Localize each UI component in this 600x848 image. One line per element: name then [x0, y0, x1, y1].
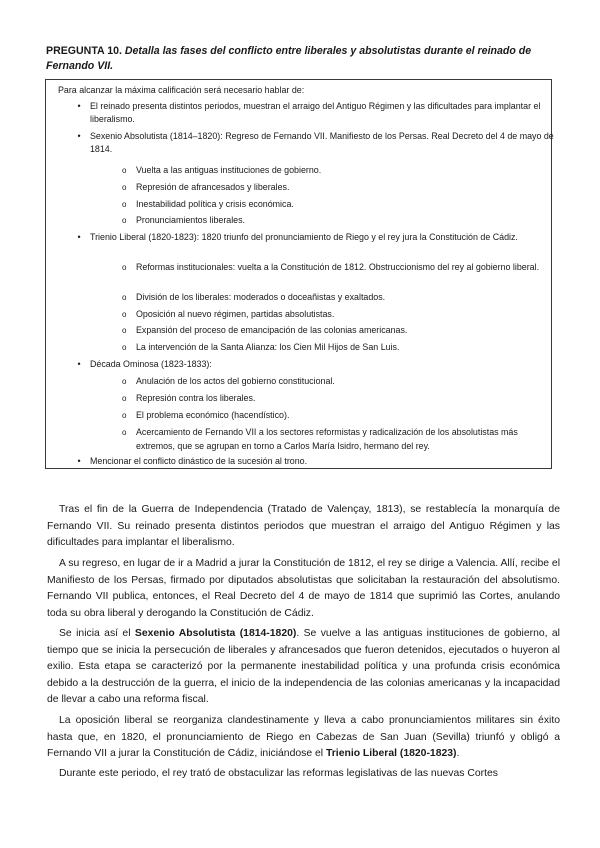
- criteria-sub-item: o Reformas institucionales: vuelta a la Constitución de 1812. Obstruccionismo del rey al gobierno liberal.: [122, 261, 556, 275]
- circle-bullet-icon: o: [122, 263, 127, 272]
- criteria-sub-item: o Represión contra los liberales.: [122, 392, 556, 406]
- bullet-icon: •: [77, 359, 81, 369]
- question-text: Detalla las fases del conflicto entre liberales y absolutistas durante el reinado de Fernando VII.: [46, 45, 532, 72]
- circle-bullet-icon: o: [122, 310, 127, 319]
- body-paragraph: Tras el fin de la Guerra de Independencia (Tratado de Valençay, 1813), se restablecía la monarquía de Fernando VII. Su reinado presenta distintos periodos que muestran el arraigo del Antiguo Régimen y las dificultades para implantar el liberalismo.: [47, 504, 560, 548]
- criteria-bullet-decada: • Década Ominosa (1823-1833):: [74, 358, 556, 371]
- criteria-bullet-sexenio: • Sexenio Absolutista (1814–1820): Regreso de Fernando VII. Manifiesto de los Persas. Real Decreto del 4 de mayo de 1814.: [74, 130, 556, 155]
- body-paragraph: A su regreso, en lugar de ir a Madrid a jurar la Constitución de 1812, el rey se dirige a Valencia. Allí, recibe el Manifiesto de los Persas, firmado por diputados absolutistas que solicitaban la restauración del absolutismo. Fernando VII publica, entonces, el Real Decreto del 4 de mayo de 1814 que suprimió las Cortes, anulando toda su obra liberal y derogando la Constitución de Cádiz.: [47, 558, 560, 619]
- grading-criteria-box: [45, 79, 552, 469]
- criteria-sub-item: o Acercamiento de Fernando VII a los sectores reformistas y radicalización de los absolutistas más extremos, que se agrupan en torno a Carlos María Isidro, hermano del rey.: [122, 427, 518, 451]
- criteria-sub-item: o Oposición al nuevo régimen, partidas absolutistas.: [122, 308, 556, 322]
- question-heading: [46, 44, 556, 74]
- circle-bullet-icon: o: [122, 166, 127, 175]
- criteria-bullet-trienio: • Trienio Liberal (1820-1823): 1820 triunfo del pronunciamiento de Riego y el rey jura la Constitución de Cádiz.: [74, 231, 556, 244]
- sexenio-term: Sexenio Absolutista (1814-1820): [134, 628, 297, 639]
- circle-bullet-icon: o: [122, 428, 127, 437]
- criteria-sub-item: o División de los liberales: moderados o doceañistas y exaltados.: [122, 291, 556, 305]
- circle-bullet-icon: o: [122, 394, 127, 403]
- question-number: PREGUNTA 10.: [46, 45, 122, 57]
- circle-bullet-icon: o: [122, 377, 127, 386]
- criteria-bullet-reign: • El reinado presenta distintos periodos, muestran el arraigo del Antiguo Régimen y las dificultades para implantar el liberalismo.: [74, 100, 556, 125]
- circle-bullet-icon: o: [122, 343, 127, 352]
- circle-bullet-icon: o: [122, 183, 127, 192]
- circle-bullet-icon: o: [122, 293, 127, 302]
- criteria-sub-item: o Inestabilidad política y crisis económica.: [122, 198, 556, 212]
- criteria-sub-item: o Vuelta a las antiguas instituciones de gobierno.: [122, 164, 556, 178]
- bullet-icon: •: [77, 101, 81, 111]
- bullet-icon: •: [77, 131, 81, 141]
- criteria-sub-item: o Represión de afrancesados y liberales.: [122, 181, 556, 195]
- body-paragraph: La oposición liberal se reorganiza clandestinamente y lleva a cabo pronunciamientos militares sin éxito hasta que, en 1820, el pronunciamiento de Riego en Cabezas de San Juan (Sevilla) triunfó y obligó a Fernando VII a jurar la Constitución de Cádiz, iniciándose el Trienio Liberal (1820-1823).: [47, 715, 560, 759]
- criteria-sub-item: o El problema económico (hacendístico).: [122, 409, 556, 423]
- circle-bullet-icon: o: [122, 326, 127, 335]
- criteria-intro: Para alcanzar la máxima calificación será necesario hablar de:: [58, 85, 305, 95]
- criteria-sub-item: o Expansión del proceso de emancipación de las colonias americanas.: [122, 324, 556, 338]
- circle-bullet-icon: o: [122, 411, 127, 420]
- circle-bullet-icon: o: [122, 200, 127, 209]
- circle-bullet-icon: o: [122, 216, 127, 225]
- criteria-sub-item: o Pronunciamientos liberales.: [122, 214, 556, 228]
- body-paragraph: Se inicia así el Sexenio Absolutista (1814-1820). Se vuelve a las antiguas instituciones de gobierno, al tiempo que se inicia la persecución de liberales y afrancesados que fueron detenidos, ejecutados o huyeron al exilio. Esta etapa se caracterizó por la permanente inestabilidad política y una profunda crisis económica debido a la destrucción de la guerra, el inicio de la independencia de las colonias americanas y la incapacidad de llevar a cabo una reforma fiscal.: [47, 628, 560, 705]
- bullet-icon: •: [77, 456, 81, 466]
- body-paragraph: Durante este periodo, el rey trató de obstaculizar las reformas legislativas de las nuevas Cortes: [59, 768, 498, 779]
- bullet-icon: •: [77, 232, 81, 242]
- criteria-sub-item: o La intervención de la Santa Alianza: los Cien Mil Hijos de San Luis.: [122, 341, 556, 355]
- criteria-sub-item: o Anulación de los actos del gobierno constitucional.: [122, 375, 556, 389]
- criteria-bullet-succession: • Mencionar el conflicto dinástico de la sucesión al trono.: [74, 455, 556, 468]
- trienio-term: Trienio Liberal (1820-1823): [325, 748, 457, 759]
